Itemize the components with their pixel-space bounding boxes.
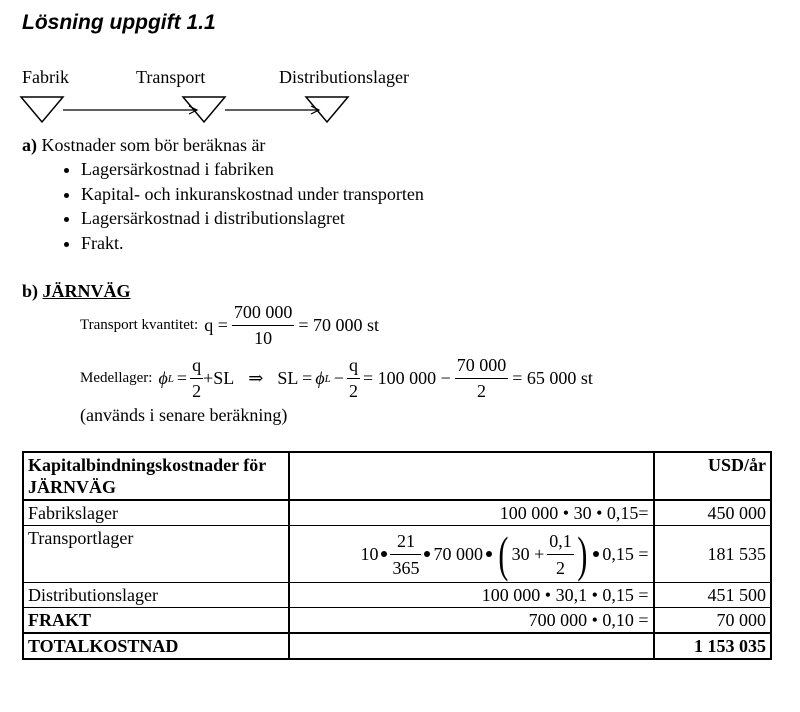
phi-symbol: ϕ (158, 368, 168, 388)
row-value-frakt: 70 000 (654, 608, 771, 634)
row-formula-total (289, 633, 654, 659)
table-total-row (23, 633, 771, 659)
tl-factor-d: 0,15 = (602, 544, 649, 564)
q-half-denominator: 2 (192, 381, 202, 401)
q-half-denominator-2: 2 (348, 381, 358, 401)
q-denominator: 10 (254, 328, 273, 348)
q-fraction (232, 302, 295, 349)
medel-denominator: 2 (477, 381, 487, 401)
row-label-fabrikslager: Fabrikslager (23, 500, 289, 526)
phi-subscript-2: L (324, 372, 331, 385)
tl-frac2-num: 0,1 (547, 530, 574, 555)
q-half-fraction (190, 355, 203, 402)
table-row (23, 583, 771, 608)
transport-quantity-formula (80, 302, 379, 349)
q-numerator: 700 000 (232, 302, 295, 326)
minus-sign: − (333, 368, 344, 388)
page-title: Lösning uppgift 1.1 (22, 11, 216, 34)
medellager-result: = 65 000 st (512, 368, 593, 388)
part-b-heading (22, 281, 131, 302)
list-item: • Lagersärkostnad i distributionslagret (81, 206, 424, 231)
equals-sign: = (176, 368, 188, 388)
tl-fraction-2 (547, 530, 574, 579)
tl-factor-c: 30 + (511, 544, 545, 564)
part-b-label: b) (22, 281, 39, 301)
row-value-fabrikslager: 450 000 (654, 500, 771, 526)
row-formula-transportlager (289, 526, 654, 583)
table-header-unit: USD/år (654, 452, 771, 500)
tl-factor-a: 10 (360, 544, 379, 564)
node-label-distributionslager: Distributionslager (279, 67, 409, 87)
table-header-row (23, 452, 771, 500)
tl-frac1-num: 21 (390, 530, 421, 555)
medel-numerator: 70 000 (455, 355, 509, 379)
row-label-total: TOTALKOSTNAD (23, 633, 289, 659)
implies-arrow-icon: ⇒ (248, 368, 264, 388)
q-half-numerator-2: q (347, 355, 360, 379)
medellager-label: Medellager: (80, 370, 153, 386)
row-formula-fabrikslager: 100 000 • 30 • 0,15= (289, 500, 654, 526)
q-lhs: q = (204, 315, 228, 335)
q-half-numerator: q (190, 355, 203, 379)
multiply-dot-icon (593, 551, 599, 557)
multiply-dot-icon (424, 551, 430, 557)
list-item: • Kapital- och inkuranskostnad under transporten (81, 182, 424, 207)
tl-frac2-den: 2 (556, 557, 565, 578)
medellager-middle: = 100 000 − (362, 368, 451, 388)
list-item: • Lagersärkostnad i fabriken (81, 157, 424, 182)
row-value-distributionslager: 451 500 (654, 583, 771, 608)
row-label-distributionslager: Distributionslager (23, 583, 289, 608)
plus-sl: +SL (203, 368, 235, 388)
row-value-transportlager: 181 535 (654, 526, 771, 583)
part-a-label: a) (22, 135, 37, 155)
tl-fraction-1 (390, 530, 421, 579)
flow-diagram (18, 93, 358, 129)
row-label-transportlager: Transportlager (23, 526, 289, 583)
q-half-fraction-2 (347, 355, 360, 402)
node-label-transport: Transport (136, 67, 206, 87)
cost-table (22, 451, 772, 660)
part-b-heading-text: JÄRNVÄG (42, 281, 131, 301)
cost-list (50, 157, 424, 255)
note-text: (används i senare beräkning) (80, 405, 288, 425)
row-formula-frakt: 700 000 • 0,10 = (289, 608, 654, 634)
medel-fraction (455, 355, 509, 402)
fabrik-triangle-icon (21, 97, 63, 122)
multiply-dot-icon (486, 551, 492, 557)
multiply-dot-icon (381, 551, 387, 557)
row-value-total: 1 153 035 (654, 633, 771, 659)
sl-equals: SL = (277, 368, 313, 388)
tl-frac1-den: 365 (392, 557, 420, 578)
phi-symbol-2: ϕ (315, 368, 325, 388)
list-item: • Frakt. (81, 231, 424, 256)
q-result: = 70 000 st (298, 315, 380, 335)
phi-subscript: L (167, 372, 174, 385)
row-label-frakt: FRAKT (23, 608, 289, 634)
table-header-label: Kapitalbindningskostnader för JÄRNVÄG (23, 452, 289, 500)
medellager-formula (80, 355, 593, 402)
node-label-fabrik: Fabrik (22, 67, 69, 87)
table-row (23, 526, 771, 583)
right-paren-icon: ) (577, 526, 588, 582)
table-header-formula (289, 452, 654, 500)
tl-factor-b: 70 000 (433, 544, 483, 564)
left-paren-icon: ( (498, 526, 509, 582)
part-a-intro (22, 135, 265, 156)
table-row (23, 608, 771, 634)
table-row (23, 500, 771, 526)
transport-quantity-label: Transport kvantitet: (80, 317, 199, 333)
row-formula-distributionslager: 100 000 • 30,1 • 0,15 = (289, 583, 654, 608)
part-a-intro-text: Kostnader som bör beräknas är (41, 135, 266, 155)
